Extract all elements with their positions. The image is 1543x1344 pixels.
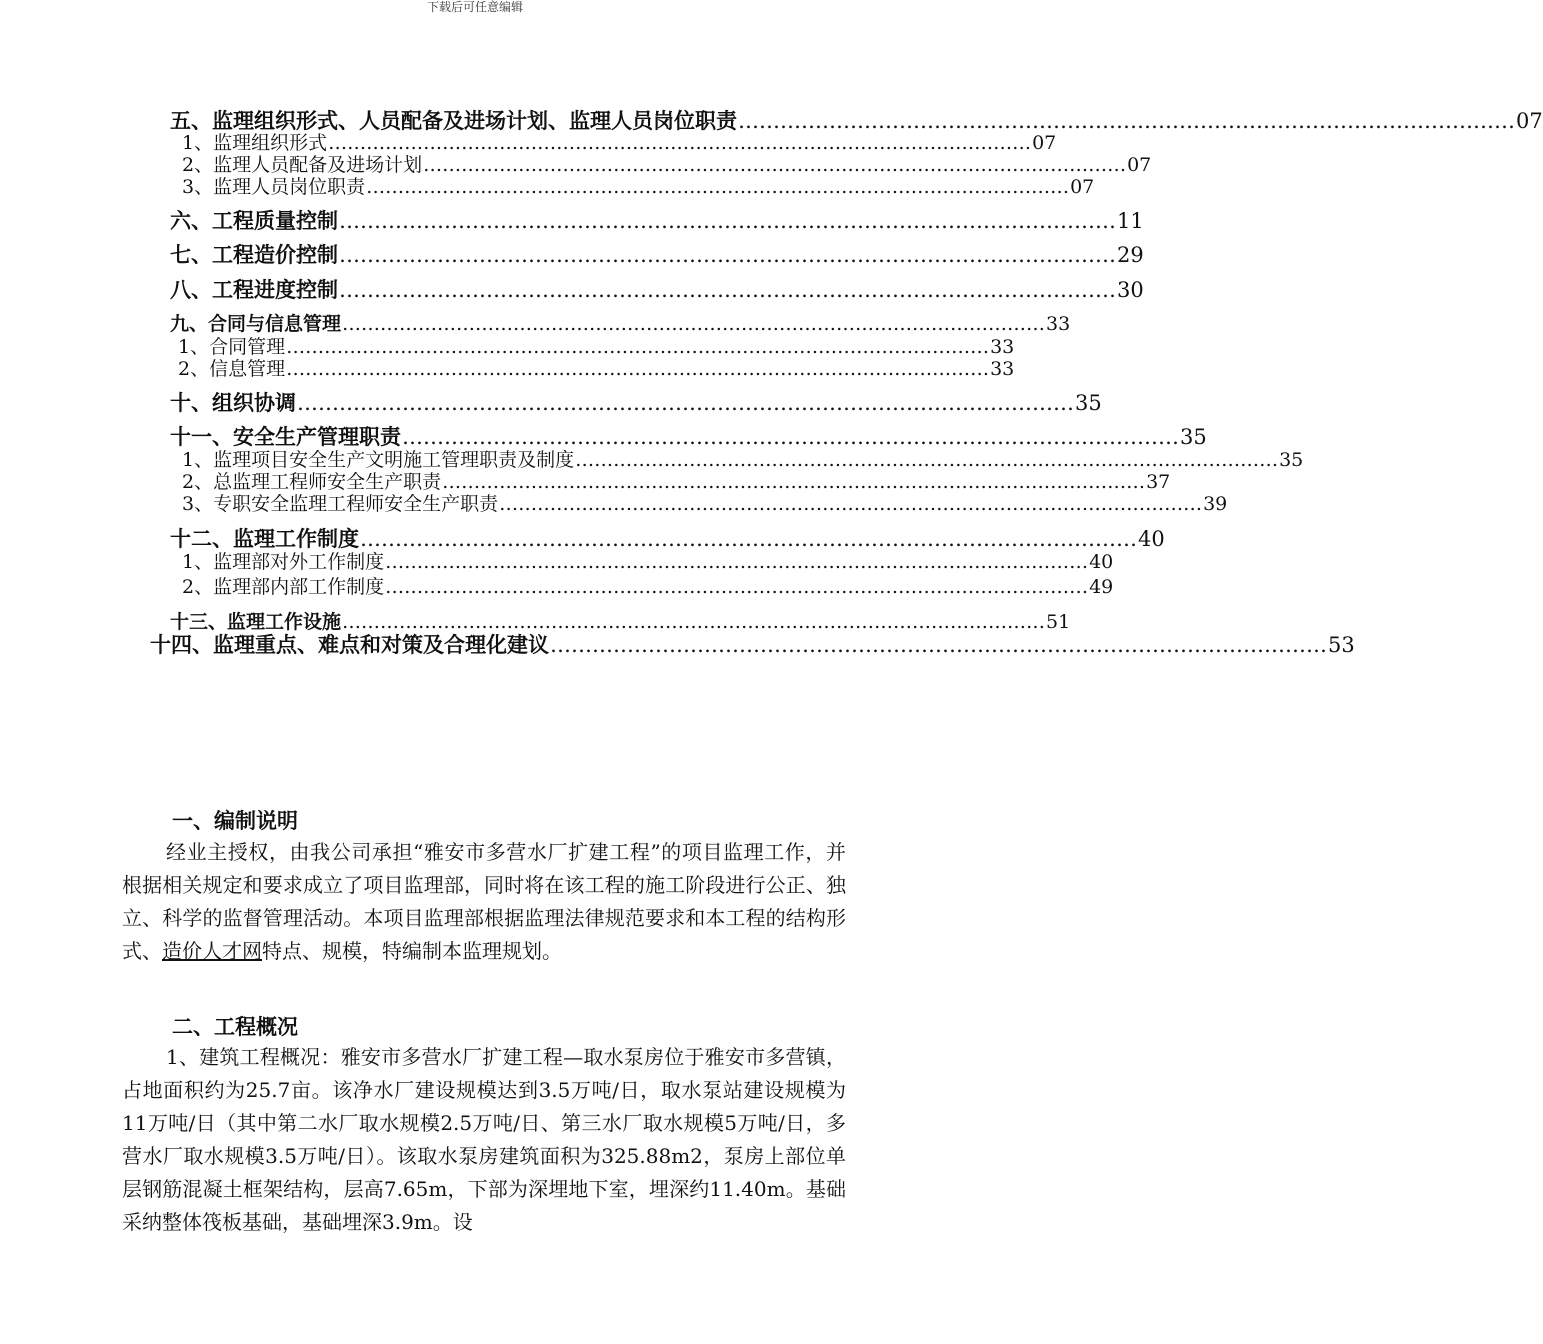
toc-page-number: 39: [1203, 493, 1228, 515]
toc-leader-dots: …………………………………………………………………………………………………: [297, 391, 1074, 415]
toc-entry-title: 1、监理项目安全生产文明施工管理职责及制度: [182, 449, 575, 471]
toc-page-number: 33: [990, 358, 1015, 380]
toc-entry-title: 九、合同与信息管理: [170, 313, 342, 335]
toc-entry[interactable]: [182, 492, 1228, 516]
toc-entry-title: 八、工程进度控制: [170, 277, 338, 302]
toc-page-number: 40: [1138, 527, 1165, 551]
toc-leader-dots: …………………………………………………………………………………………………: [360, 527, 1137, 551]
toc-entry[interactable]: [170, 312, 1071, 336]
toc-leader-dots: …………………………………………………………………………………………………: [738, 109, 1515, 133]
toc-entry-title: 十四、监理重点、难点和对策及合理化建议: [150, 632, 549, 657]
toc-page-number: 29: [1117, 243, 1144, 267]
toc-entry-title: 1、监理部对外工作制度: [182, 551, 385, 573]
section-heading: 一、编制说明: [172, 808, 298, 833]
toc-leader-dots: …………………………………………………………………………………………………: [499, 493, 1203, 515]
toc-entry-title: 2、信息管理: [178, 358, 286, 380]
inline-link[interactable]: 造价人才网: [162, 939, 262, 963]
toc-leader-dots: …………………………………………………………………………………………………: [339, 243, 1116, 267]
toc-page-number: 07: [1127, 154, 1152, 176]
toc-page-number: 11: [1117, 209, 1144, 233]
toc-page-number: 37: [1146, 471, 1171, 493]
toc-entry[interactable]: [170, 277, 1144, 302]
toc-leader-dots: …………………………………………………………………………………………………: [442, 471, 1146, 493]
paragraph-text: 特点、规模，特编制本监理规划。: [262, 939, 562, 963]
toc-entry[interactable]: [182, 153, 1152, 177]
toc-leader-dots: …………………………………………………………………………………………………: [385, 576, 1089, 598]
toc-entry[interactable]: [170, 108, 1543, 133]
toc-entry[interactable]: [178, 357, 1015, 381]
toc-entry-title: 3、专职安全监理工程师安全生产职责: [182, 493, 499, 515]
toc-entry[interactable]: [170, 424, 1207, 449]
toc-leader-dots: …………………………………………………………………………………………………: [342, 611, 1046, 633]
toc-entry-title: 五、监理组织形式、人员配备及进场计划、监理人员岗位职责: [170, 108, 737, 133]
toc-entry-title: 2、监理人员配备及进场计划: [182, 154, 423, 176]
header-note: 下载后可任意编辑: [426, 0, 523, 14]
toc-entry-title: 十、组织协调: [170, 390, 296, 415]
toc-page-number: 49: [1089, 576, 1114, 598]
toc-entry[interactable]: [182, 175, 1095, 199]
section-paragraph: [122, 836, 846, 968]
toc-entry-title: 1、合同管理: [178, 336, 286, 358]
toc-entry[interactable]: [170, 390, 1102, 415]
toc-leader-dots: …………………………………………………………………………………………………: [423, 154, 1127, 176]
toc-leader-dots: …………………………………………………………………………………………………: [286, 336, 990, 358]
toc-entry-title: 十三、监理工作设施: [170, 611, 342, 633]
toc-page-number: 07: [1070, 176, 1095, 198]
toc-leader-dots: …………………………………………………………………………………………………: [328, 132, 1032, 154]
toc-leader-dots: …………………………………………………………………………………………………: [339, 209, 1116, 233]
toc-leader-dots: …………………………………………………………………………………………………: [366, 176, 1070, 198]
toc-page-number: 33: [990, 336, 1015, 358]
toc-entry[interactable]: [170, 242, 1144, 267]
paragraph-text: 经业主授权，由我公司承担“雅安市多营水厂扩建工程”的项目监理工作，并根据相关规定和要求成立了项目监理部，同时将在该工程的施工阶段进行公正、独立、科学的监督管理活动。本项目监理部根据监理法律规范要求和本工程的结构形式、: [122, 840, 846, 963]
toc-entry-title: 七、工程造价控制: [170, 242, 338, 267]
toc-page-number: 40: [1089, 551, 1114, 573]
toc-entry-title: 十二、监理工作制度: [170, 526, 359, 551]
section-heading: 二、工程概况: [172, 1014, 298, 1039]
toc-page-number: 33: [1046, 313, 1071, 335]
toc-leader-dots: …………………………………………………………………………………………………: [385, 551, 1089, 573]
toc-entry-title: 1、监理组织形式: [182, 132, 328, 154]
toc-entry[interactable]: [182, 470, 1171, 494]
toc-page-number: 53: [1328, 633, 1355, 657]
toc-leader-dots: …………………………………………………………………………………………………: [402, 425, 1179, 449]
toc-entry[interactable]: [170, 208, 1144, 233]
toc-page-number: 35: [1075, 391, 1102, 415]
toc-page-number: 07: [1516, 109, 1543, 133]
toc-entry[interactable]: [182, 131, 1057, 155]
toc-entry[interactable]: [170, 526, 1165, 551]
toc-leader-dots: …………………………………………………………………………………………………: [550, 633, 1327, 657]
toc-page-number: 07: [1032, 132, 1057, 154]
toc-leader-dots: …………………………………………………………………………………………………: [339, 278, 1116, 302]
toc-leader-dots: …………………………………………………………………………………………………: [286, 358, 990, 380]
toc-entry[interactable]: [182, 448, 1304, 472]
toc-entry-title: 六、工程质量控制: [170, 208, 338, 233]
toc-leader-dots: …………………………………………………………………………………………………: [342, 313, 1046, 335]
section-paragraph: 1、建筑工程概况：雅安市多营水厂扩建工程—取水泵房位于雅安市多营镇，占地面积约为25.7亩。该净水厂建设规模达到3.5万吨/日，取水泵站建设规模为11万吨/日（其中第二水厂取水规模2.5万吨/日、第三水厂取水规模5万吨/日，多营水厂取水规模3.5万吨/日）。该取水泵房建筑面积为325.88m2，泵房上部位单层钢筋混凝土框架结构，层高7.65m，下部为深埋地下室，埋深约11.40m。基础采纳整体筏板基础，基础埋深3.9m。设: [122, 1045, 846, 1234]
toc-leader-dots: …………………………………………………………………………………………………: [575, 449, 1279, 471]
toc-entry[interactable]: [170, 610, 1071, 634]
toc-page-number: 51: [1046, 611, 1071, 633]
toc-page-number: 35: [1279, 449, 1304, 471]
toc-entry[interactable]: [182, 575, 1114, 599]
toc-entry[interactable]: [178, 335, 1015, 359]
toc-entry-title: 十一、安全生产管理职责: [170, 424, 401, 449]
toc-page-number: 30: [1117, 278, 1144, 302]
toc-entry-title: 3、监理人员岗位职责: [182, 176, 366, 198]
toc-entry-title: 2、总监理工程师安全生产职责: [182, 471, 442, 493]
toc-entry-title: 2、监理部内部工作制度: [182, 576, 385, 598]
toc-entry[interactable]: [182, 550, 1114, 574]
toc-entry[interactable]: [150, 632, 1355, 657]
toc-page-number: 35: [1180, 425, 1207, 449]
